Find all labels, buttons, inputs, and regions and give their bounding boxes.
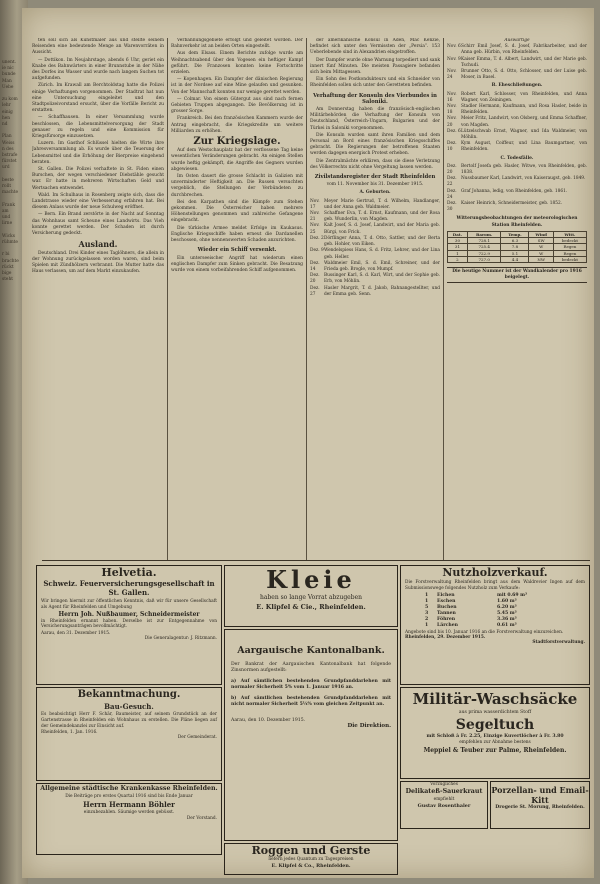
holz-cell: 5: [425, 604, 429, 610]
auswaertige-entry-date: Nov. 9: [447, 56, 461, 62]
marriage-entry: [447, 141, 587, 153]
col2-paragraph: — Colmar. Von einem Gütergut aus sind nach fernen Gebieten Truppen abgegangen. Die Bevölkerung ist in grosser Sorge.: [171, 96, 303, 115]
death-entry-date: Dez. 22: [447, 176, 457, 188]
birth-entry-text: Schaffner Eva, T. d. Ernst, Kaufmann, und der Rosa geb. Wunderlin, von Magden.: [324, 211, 440, 223]
weather-cell: 728.1: [467, 238, 501, 244]
ad-helvetia-text2: in Rheinfelden ernannt haben. Derselbe ist zur Entgegennahme von Versicherungsanträgen bevollmächtigt.: [41, 618, 217, 630]
ad-helvetia-subtitle: Schweiz. Feuerversicherungsgesellschaft in St. Gallen.: [43, 579, 215, 597]
marriage-entry-date: Nov. 20: [447, 116, 457, 128]
ad-kleie: [224, 565, 398, 627]
weather-cell: SW: [529, 238, 553, 244]
marriage-entry: [447, 92, 587, 104]
marriage-entry-date: Dez. 6: [447, 128, 461, 134]
ad-holz-text2: Angebote sind bis 10. Januar 1916 an die Forstverwaltung einzureichen.: [405, 629, 564, 635]
holz-cell: Eichen: [437, 592, 455, 598]
birth-entry-text: Kalt Josef, S. d. Josef, Landwirt, und der Maria geb. Bürgi, von Frick.: [324, 223, 440, 235]
auswaertige-entry-date: Nov. 24: [447, 69, 457, 81]
auswaertige-list: [447, 44, 587, 81]
death-entry-text: Kaiser Heinrich, Schneidermeister, geb. 1852.: [461, 201, 563, 207]
birth-entry-date: Nov. 17: [310, 198, 320, 210]
ad-krankenkasse-name: Herrn Hermann Böhler: [83, 799, 175, 809]
col1-paragraph: — Schaffhausen. In einer Versammlung wurde beschlossen, die Lebensmittelversorgung der Stadt genauer zu regeln und eine Kommission für Kriegsfürsorge einzusetzen.: [32, 115, 164, 140]
ad-bank-date: Aarau, den 10. Dezember 1915.: [231, 718, 306, 724]
col2-war-paragraph: Im Osten dauert die grosse Schlacht in Galizien mit unverminderter Heftigkeit an. Die Russen versuchten vergeblich, die Stellungen der Verbündeten zu durchbrechen.: [171, 174, 303, 198]
births-heading: A. Geburten.: [359, 190, 391, 196]
ad-roggen-firm: E. Klipfel & Co., Rheinfelden.: [271, 862, 351, 869]
ad-kleie-firm: E. Klipfel & Cie., Rheinfelden.: [256, 603, 366, 611]
birth-entry: [310, 261, 440, 273]
weather-header-cell: Dat.: [448, 231, 468, 237]
headline-konsuln: Verhaftung der Konsuln des Vierbundes in Saloniki.: [313, 92, 437, 105]
col3-treaty-paragraph: Die Konsuln wurden samt ihren Familien und dem Personal an Bord eines französischen Kriegsschiffes gebracht. Die Regierungen der betroffenen Staaten werden dagegen energisch Protest erheben.: [310, 132, 440, 157]
ad-helvetia: [36, 565, 222, 685]
col2-paragraph: Frankreich. Bei den französischen Kammern wurde der Antrag eingebracht, die Kriegskredite um weitere Milliarden zu erhöhen.: [171, 116, 303, 134]
marriage-entry-date: Dez. 10: [447, 141, 457, 153]
birth-entry-text: Wendelspiess Hans, S. d. Fritz, Lehrer, und der Lina geb. Heller.: [324, 248, 440, 260]
ad-roggen-title: Roggen und Gerste: [251, 844, 371, 857]
column-1: [32, 38, 164, 558]
ad-segeltuch-text: mit Schloß à Fr. 2.25, Einzige Kuvertlöcher à Fr. 3.80: [426, 734, 564, 739]
ad-holz-list: [401, 592, 589, 630]
ad-roggen-text: liefern jedes Quantum zu Tagespreisen: [268, 857, 354, 862]
holz-row: [425, 623, 565, 629]
calendar-notice: Die heutige Nummer ist der Wandkalender pro 1916 beigelegt.: [447, 267, 587, 283]
marriage-entry: [447, 104, 587, 116]
ad-bau-signature: Der Gemeinderat.: [177, 735, 217, 741]
holz-cell: Buchen: [437, 604, 457, 610]
birth-entry: [310, 223, 440, 235]
auswaertige-entry: [447, 69, 587, 81]
headline-schiff-versenkt: Wieder ein Schiff versenkt.: [197, 247, 277, 254]
col2-war-paragraph: Bei den Karpathen sind die Kämpfe zum Stehen gekommen. Die Österreicher haben mehrere Höhenstellungen genommen und zahlreiche Gefangene eingebracht.: [171, 199, 303, 224]
weather-cell: 31: [448, 244, 468, 250]
weather-title: Witterungsbeobachtungen der meteorologischen Station Rheinfelden.: [456, 216, 578, 228]
auswaertige-entry-date: Nov. 6: [447, 44, 461, 50]
weather-body: [448, 238, 587, 263]
deaths-heading: C. Todesfälle.: [500, 155, 534, 161]
ad-holz-text: Die Forstverwaltung Rheinfelden bringt aus dem Waldrevier Ingen auf dem Submissionswege folgendes Nutzholz zum Verkaufe:: [405, 580, 585, 591]
birth-entry-date: Dez. 14: [310, 260, 320, 272]
holz-cell: 0.61 m³: [497, 622, 517, 628]
marriage-entry-text: Lützelschwab Ernst, Wagner, und Ida Waldmeier, von Möhlin.: [461, 128, 587, 141]
ad-helvetia-title: Helvetia.: [101, 566, 157, 579]
ad-segeltuch-text2: empfehlen zur Abnahme bestens: [459, 740, 531, 745]
ad-bau-text: Es beabsichtigt Herr F. Schär, Baumeister, auf seinem Grundstück an der Gartenstrasse in Rheinfelden ein Wohnhaus zu erstellen. Die Pläne liegen auf der Gemeindekanzlei zur Einsicht auf.: [41, 712, 217, 729]
ad-helvetia-date: Aarau, den 31. Dezember 1915.: [41, 631, 111, 637]
ad-bekanntmachung: [36, 687, 222, 781]
col1-paragraph: Wald. Im Schulhaus in Rosenberg zeigte sich, dass die Landstrasse wieder eine Verbesserung erfahren hat. Bei diesem Anlass wurde der neue Schulweg eröffnet.: [32, 192, 164, 211]
death-entry-text: Nussbaumer Karl, Landwirt, von Kaiseraugst, geb. 1849.: [461, 176, 586, 182]
death-entry-date: Dez. 20: [447, 163, 457, 176]
birth-entry: [310, 248, 440, 260]
ad-holz-title: Nutzholzverkauf.: [442, 566, 548, 579]
column-divider: [443, 38, 444, 560]
holz-cell: 6.20 m³: [497, 604, 517, 610]
weather-cell: 722.9: [467, 250, 501, 256]
weather-cell: W: [529, 244, 553, 250]
ad-segeltuch-firm: Meppiel & Teuber zur Palme, Rheinfelden.: [423, 746, 567, 754]
ad-bau-title: Bekanntmachung.: [77, 689, 181, 700]
ad-sauerkraut-firm: Gustav Rosenthaler: [417, 802, 471, 809]
ad-bank-signature: Die Direktion.: [347, 723, 391, 730]
ad-helvetia-signature: Die Generalagentur: J. Ritzmann.: [144, 636, 217, 642]
weather-cell: 6.3: [501, 238, 529, 244]
col3-paragraph: der amerikanische Konsul in Aden, Mac Kenzie, befindet sich unter den Vermissten der „Persia“. 153 Ueberlebende sind in Alexandrien eingetroffen.: [310, 38, 440, 56]
death-entry: [447, 201, 587, 213]
col1-ausland-text: Deutschland. Drei Kinder eines Taglöhners, die allein in der Wohnung zurückgelassen worden waren, sind beim Spielen mit Zündhölzern verbrannt. Die Mutter hatte das Haus verlassen, um auf dem Markt einzukaufen.: [32, 250, 164, 275]
col1-paragraph: Luzern. Im Gasthof Schlüssel hielten die Wirte ihre Jahresversammlung ab. Es wurde über die Teuerung der Lebensmittel und die Erhöhung der Bierpreise eingehend beraten.: [32, 141, 164, 165]
auswaertige-entry: [447, 57, 587, 69]
ad-krankenkasse-text2: einzubezahlen. Säumige werden gebüsst.: [83, 809, 175, 815]
marriage-entry-date: Nov. 18: [447, 104, 457, 116]
civil-register-title: Zivilstandsregister der Stadt Rheinfelden: [314, 174, 436, 181]
holz-cell: 2: [425, 616, 429, 622]
marriages-list: [447, 92, 587, 154]
birth-entry: [310, 211, 440, 223]
marriages-heading: B. Eheschließungen.: [491, 83, 543, 89]
holz-cell: Lärchen: [437, 622, 459, 628]
ad-bau-subtitle: Bau-Gesuch.: [104, 702, 154, 711]
weather-cell: bedeckt: [553, 238, 586, 244]
birth-entry: [310, 286, 440, 298]
marriage-entry-text: Meier Fritz, Landwirt, von Olsberg, und Emma Schaffner, von Magden.: [461, 116, 587, 128]
birth-entry-text: Meyer Marie Gertrud, T. d. Wilhelm, Handlanger, und der Anna geb. Waldmeier.: [324, 198, 440, 210]
auswaertige-entry-text: Brunner Otto, S. d. Otto, Schlosser, und der Luise geb. Moser, in Basel.: [461, 69, 587, 81]
weather-cell: NW: [529, 256, 553, 262]
holz-cell: Tannen: [437, 610, 456, 616]
death-entry-date: Dez. 24: [447, 188, 457, 200]
ad-porzellan-title: Porzellan- und Email-Kitt: [491, 785, 589, 805]
holz-cell: 3.36 m³: [497, 616, 517, 622]
ad-helvetia-text: Wir bringen hiermit zur öffentlichen Kenntnis, daß wir für unsere Gesellschaft als Agent für Rheinfelden und Umgebung: [41, 599, 217, 610]
column-4: [447, 38, 587, 558]
death-entry-date: Dez. 30: [447, 201, 457, 213]
weather-header-cell: Barom.: [467, 231, 501, 237]
birth-entry-date: Nov. 21: [310, 211, 320, 223]
weather-cell: 5.1: [501, 250, 529, 256]
ad-nutzholz: [400, 565, 590, 685]
birth-entry-date: Dez. 20: [310, 273, 320, 285]
col3-paragraph: Der Dampfer wurde ohne Warnung torpediert und sank innert fünf Minuten. Die meisten Passagiere befanden sich beim Mittagessen.: [310, 57, 440, 76]
weather-cell: 725.4: [467, 244, 501, 250]
weather-cell: 4.4: [501, 256, 529, 262]
col2-paragraph: — Kopenhagen. Ein Dampfer der dänischen Regierung ist in der Nordsee auf eine Mine gelaufen und gesunken. Von der Mannschaft konnten nur wenige gerettet werden.: [171, 77, 303, 95]
ad-krankenkasse-title: Allgemeine städtische Krankenkasse Rheinfelden.: [40, 785, 218, 792]
marriage-entry: [447, 116, 587, 128]
col2-paragraph: Aus dem Elsass. Einem Berichte zufolge wurde am Weihnachtsabend über den Vogesen ein heftiger Kampf geführt. Die Franzosen konnten keine Fortschritte erzielen.: [171, 51, 303, 76]
death-entry: [447, 189, 587, 201]
weather-cell: Regen: [553, 244, 586, 250]
col3-paragraph: Ein Sohn des Postkondukteurs und ein Schneider von Rheinfelden sollen sich unter den Geretteten befinden.: [310, 77, 440, 89]
ad-kleie-text: haben so lange Vorrat abzugeben: [260, 594, 362, 601]
ad-roggen: [224, 843, 398, 875]
weather-header-cell: Wind: [529, 231, 553, 237]
birth-entry-text: Bussinger Karl, S. d. Karl, Wirt, und der Sophie geb. Erb, von Möhlin.: [324, 273, 440, 285]
death-entry-text: Bertolf Josefa geb. Hasler, Witwe, von Rheinfelden, geb. 1838.: [461, 163, 587, 176]
ad-bank-item-a: a) Auf sämtlichen bestehenden Grundpfanddarlehen mit normaler Sicherheit 5% vom 1. Januar 1916 an.: [231, 678, 391, 691]
binding-edge-text: unent. ie nic bunde Man Uebe zu kom lehr einig hen nd Plan Weiss n des bstrafe fürstet urd beste rollt machte Frank am und lirne Wicks rühmte r bi brachte rückt bige steht: [2, 60, 19, 283]
ad-krankenkasse-signature: Der Vorstand.: [186, 815, 217, 821]
col2-war-paragraph: Die türkische Armee meldet Erfolge im Kaukasus. Englische Kriegsschiffe haben erneut die Dardanellen beschossen, ohne nennenswerten Schaden anzurichten.: [171, 225, 303, 244]
ad-porzellan-kitt: [490, 781, 590, 829]
births-list: [310, 199, 440, 298]
col3-treaty-paragraph: Die Zentralmächte erklären, dass sie diese Verletzung des Völkerrechts nicht ohne Vergeltung lassen werden.: [310, 158, 440, 170]
section-title-kriegslage: Zur Kriegslage.: [193, 136, 281, 148]
ad-krankenkasse-text: Die Beiträge pro erstes Quartal 1916 sind bis Ende Januar: [65, 794, 193, 799]
birth-entry: [310, 236, 440, 248]
newspaper-page: [22, 8, 594, 878]
birth-entry-text: Waldmeier Emil, S. d. Emil, Schreiner, und der Frieda geb. Brogle, von Mumpf.: [324, 260, 440, 272]
weather-cell: Regen: [553, 250, 586, 256]
ad-helvetia-agent: Herrn Joh. Nußbaumer, Schneidermeister: [58, 610, 200, 618]
auswaertige-entry: [447, 44, 587, 56]
ad-sauerkraut: [400, 781, 488, 829]
col3-treaty-paragraph: Am Donnerstag haben die französisch-englischen Militärbehörden die Verhaftung der Konsuln von Deutschland, Österreich-Ungarn, Bulgarien und der Türkei in Saloniki vorgenommen.: [310, 107, 440, 131]
advertisement-divider: [42, 560, 590, 561]
section-title-ausland: Ausland.: [78, 239, 118, 250]
weather-cell: 2: [448, 256, 468, 262]
birth-entry: [310, 199, 440, 211]
ad-bank-item-b: b) Auf sämtlichen bestehenden Grundpfanddarlehen mit nicht normaler Sicherheit 5¼% vom gleichen Zeitpunkt an.: [231, 695, 391, 708]
marriage-entry: [447, 129, 587, 141]
weather-cell: 727.0: [467, 256, 501, 262]
col1-paragraph: St. Gallen. Die Polizei verhaftete in St. Fiden einen Burschen, der wegen verschiedener Diebstähle gesucht war. Er hatte in mehreren Wirtschaften Geld und Wertsachen entwendet.: [32, 167, 164, 191]
civil-register-subtitle: vom 11. November bis 31. Dezember 1915.: [326, 182, 424, 188]
weather-row: [448, 256, 587, 262]
ad-sauerkraut-title: Delikateß-Sauerkraut: [405, 788, 483, 795]
deaths-list: [447, 164, 587, 214]
ad-holz-signature: Stadtforstverwaltung.: [532, 640, 585, 646]
death-entry: [447, 164, 587, 176]
marriage-entry-text: Kym August, Coiffeur, und Lina Baumgartner, von Rheinfelden.: [461, 141, 587, 153]
col2-paragraph: Verbannungsgebiete erfolgt und geleitet worden. Der Bahnverkehr ist an beiden Orten eingestellt.: [171, 38, 303, 50]
holz-cell: 1: [425, 622, 429, 628]
ad-militar-text: aus prima wasserdichtem Stoff: [458, 710, 532, 715]
column-3: [310, 38, 440, 558]
weather-cell: 7.8: [501, 244, 529, 250]
col1-paragraph: — Bern. Ein Brand zerstörte in der Nacht auf Sonntag das Wohnhaus samt Scheune eines Landwirts. Das Vieh konnte gerettet werden. Der Schaden ist durch Versicherung gedeckt.: [32, 212, 164, 237]
weather-cell: 1: [448, 250, 468, 256]
ad-militar-title: Militär-Waschsäcke: [412, 690, 578, 708]
col2-end-paragraph: Ein unterseeischer Angriff hat wiederum einen englischen Dampfer zum Sinken gebracht. Die Besatzung wurde von einem vorbeifahrenden Schiff aufgenommen.: [171, 255, 303, 273]
ad-militaer-waschsaecke: [400, 687, 590, 779]
weather-table: [447, 231, 587, 263]
weather-cell: 30: [448, 238, 468, 244]
death-entry: [447, 176, 587, 188]
ad-porzellan-firm: Drogerie St. Morung, Rheinfelden.: [495, 805, 585, 810]
ad-bau-date: Rheinfelden, 1. Jan. 1916.: [41, 730, 98, 736]
auswaertige-heading: Auswärtige: [504, 38, 530, 43]
birth-entry: [310, 273, 440, 285]
holz-cell: 1: [425, 592, 429, 598]
death-entry-text: Graf Johanna, ledig, von Rheinfelden, geb. 1861.: [461, 188, 568, 194]
column-divider: [167, 38, 168, 560]
ad-segeltuch-title: Segeltuch: [455, 717, 535, 733]
weather-cell: bedeckt: [553, 256, 586, 262]
auswaertige-entry-text: Schirr Emil Josef, S. d. Josef, Fabrikarbeiter, und der Anna geb. Hürbin, von Rheinfelden.: [461, 44, 587, 56]
birth-entry-date: Dez. 2: [310, 235, 324, 241]
ad-kantonalbank: [224, 629, 398, 841]
ad-bank-title: Aargauische Kantonalbank.: [237, 645, 385, 656]
birth-entry-date: Dez. 9: [310, 248, 324, 254]
birth-entry-text: Dörflinger Anna, T. d. Otto, Sattler, und der Berta geb. Hohler, von Eiken.: [324, 235, 440, 248]
holz-cell: Eschen: [437, 598, 456, 604]
col1-paragraph: — Dottikon. Im Neujahrstage, abends 6 Uhr, geriet ein Knabe des Bahnwärters in einer Brunnstube in der Nähe des Dorfes ins Wasser und wurde nach langem Suchen tot aufgefunden.: [32, 57, 164, 82]
ad-sauerkraut-pre: Vorzügliches: [430, 782, 458, 787]
auswaertige-entry-text: Kaiser Emma, T. d. Albert, Landwirt, und der Marie geb. Tschudi.: [461, 56, 587, 68]
weather-header-cell: Temp.: [501, 231, 529, 237]
birth-entry-date: Dez. 27: [310, 285, 320, 297]
weather-cell: W: [529, 250, 553, 256]
holz-cell: 5.45 m³: [497, 610, 517, 616]
holz-cell: 1: [425, 598, 429, 604]
ad-holz-date: Rheinfelden, 29. Dezember 1915.: [405, 635, 486, 641]
column-divider: [306, 38, 307, 560]
holz-cell: mit 0.69 m³: [497, 592, 527, 598]
ad-kleie-title: Kleie: [266, 565, 356, 594]
marriage-entry-date: Nov. 16: [447, 91, 457, 103]
marriage-entry-text: Robert Karl, Schlosser, von Rheinfelden, und Anna Wagner, von Zeiningen.: [461, 91, 587, 103]
birth-entry-text: Hasler Margrit, T. d. Jakob, Bahnangestellter, und der Emma geb. Senn.: [324, 285, 440, 297]
col2-war-paragraph: Auf dem Westschauplatz hat der verflossene Tag keine wesentlichen Veränderungen gebracht. An einigen Stellen wurde heftig gekämpft, die Angriffe des Gegners wurden abgewiesen.: [171, 148, 303, 172]
marriage-entry-text: Stadler Hermann, Kaufmann, und Rosa Hasler, beide in Rheinfelden.: [461, 104, 587, 116]
holz-cell: 1.60 m³: [497, 598, 517, 604]
ad-sauerkraut-text: empfiehlt: [433, 796, 455, 802]
ad-bank-intro: Der Bankrat der Aargauischen Kantonalbank hat folgende Zinsnormen aufgestellt:: [231, 662, 391, 674]
col1-paragraph: Zürich. Im Krawall am Berchtoldstag hatte die Polizei einige Verhaftungen vorgenommen. Der Stadtrat hat nun eine Untersuchung eingeleitet und den Stadtpolizeivorstand ersucht, über die Vorfälle Bericht zu erstatten.: [32, 83, 164, 114]
ad-krankenkasse: [36, 783, 222, 855]
col1-paragraph: ten soll sich als Kunstmaler aus und stellte seinem Reisenden eine bedeutende Menge an Warenvorräten in Aussicht.: [32, 38, 164, 56]
column-2: [171, 38, 303, 558]
birth-entry-date: Nov. 25: [310, 223, 320, 235]
holz-cell: Föhren: [437, 616, 456, 622]
holz-cell: 3: [425, 610, 429, 616]
weather-header-cell: Witt.: [553, 231, 586, 237]
